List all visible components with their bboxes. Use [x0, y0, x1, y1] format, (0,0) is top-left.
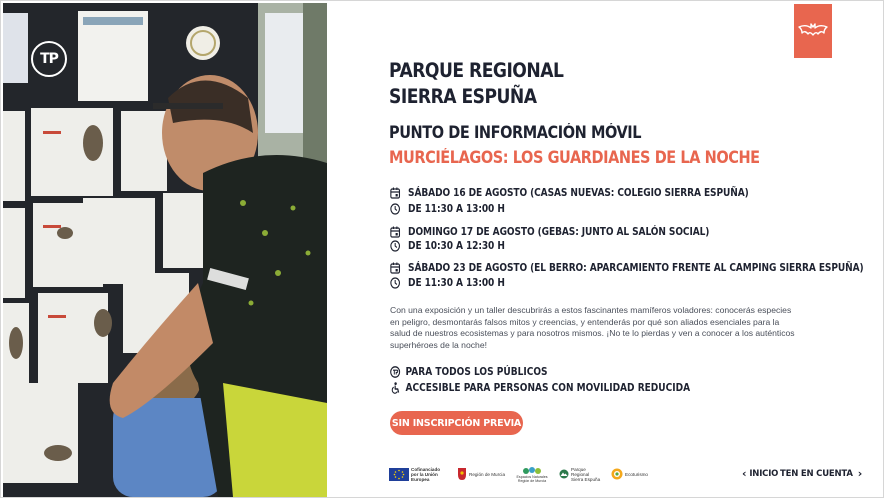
feature-accessible	[390, 382, 690, 394]
chevron-right-icon: ›	[857, 467, 863, 480]
title-line-2: SIERRA ESPUÑA	[389, 85, 537, 108]
region-murcia-logo	[457, 465, 505, 483]
calendar-icon	[390, 187, 400, 199]
schedule-time-1	[390, 203, 505, 215]
nav-prev-link[interactable]	[742, 469, 778, 479]
schedule-time-3	[390, 277, 505, 289]
feature-label: PARA TODOS LOS PÚBLICOS	[405, 366, 548, 378]
ecoturismo-logo	[611, 465, 648, 483]
sierra-espuna-text: Parque Regional Sierra Espuña	[571, 466, 601, 482]
title-line-1: PARQUE REGIONAL	[389, 59, 564, 82]
sierra-espuna-logo	[559, 465, 601, 483]
tp-icon	[390, 366, 400, 378]
eu-flag-icon	[389, 468, 409, 481]
schedule-date-2	[390, 226, 709, 238]
clock-icon	[390, 240, 400, 252]
page-title	[389, 58, 563, 110]
schedule-time-2	[390, 240, 505, 252]
ecoturismo-text: Ecoturismo	[625, 471, 648, 477]
espacios-naturales-text: Espacios Naturales Región de Murcia	[516, 474, 548, 483]
highlight-title: MURCIÉLAGOS: LOS GUARDIANES DE LA NOCHE	[389, 148, 760, 167]
espacios-naturales-logo	[515, 465, 549, 483]
eu-logo	[389, 465, 447, 483]
feature-label: ACCESIBLE PARA PERSONAS CON MOVILIDAD REDUCIDA	[405, 382, 691, 394]
schedule-time-text: DE 10:30 A 12:30 H	[408, 240, 505, 252]
schedule-date-1	[390, 187, 749, 199]
coat-of-arms-icon	[457, 467, 467, 481]
clock-icon	[390, 277, 400, 289]
ecoturismo-icon	[611, 468, 623, 480]
eu-logo-text: Cofinanciado por la Unión Europea	[411, 466, 441, 482]
event-description: Con una exposición y un taller descubrirás a estos fascinantes mamíferos voladores: conocerás especies en peligro, desmontarás falsos mitos y creencias, y entenderás por qué son aliados esenciales para la salud de nuestros ecosistemas y para nosotros mismos. ¡No te lo pierdas y ven a conocer a los auténticos superhéroes de la noche!	[390, 305, 795, 350]
region-murcia-text: Región de Murcia	[469, 471, 506, 477]
feature-all-audiences	[390, 366, 548, 378]
hero-photo	[3, 3, 327, 497]
bat-icon	[794, 4, 832, 58]
tp-logo: TP	[31, 41, 67, 77]
calendar-icon	[390, 226, 400, 238]
nav-next-link[interactable]	[780, 469, 862, 479]
mountain-icon	[559, 469, 569, 479]
schedule-time-text: DE 11:30 A 13:00 H	[408, 277, 505, 289]
schedule-date-text: SÁBADO 16 DE AGOSTO (CASAS NUEVAS: COLEGIO SIERRA ESPUÑA)	[408, 187, 749, 199]
chevron-left-icon: ‹	[742, 467, 747, 480]
subtitle: PUNTO DE INFORMACIÓN MÓVIL	[389, 123, 642, 142]
nav-next-label: TEN EN CUENTA	[780, 469, 853, 479]
calendar-icon	[390, 262, 400, 274]
schedule-date-3	[390, 262, 864, 274]
leaves-icon	[521, 466, 543, 475]
schedule-time-text: DE 11:30 A 13:00 H	[408, 203, 505, 215]
nav-prev-label: INICIO	[749, 469, 779, 479]
exhibition-photo	[3, 3, 327, 497]
no-registration-button[interactable]: SIN INSCRIPCIÓN PREVIA	[390, 411, 523, 435]
schedule-date-text: SÁBADO 23 DE AGOSTO (EL BERRO: APARCAMIENTO FRENTE AL CAMPING SIERRA ESPUÑA)	[408, 262, 864, 274]
accessibility-icon	[390, 382, 400, 394]
schedule-date-text: DOMINGO 17 DE AGOSTO (GEBAS: JUNTO AL SALÓN SOCIAL)	[408, 226, 710, 238]
clock-icon	[390, 203, 400, 215]
sponsor-logos	[389, 465, 648, 483]
